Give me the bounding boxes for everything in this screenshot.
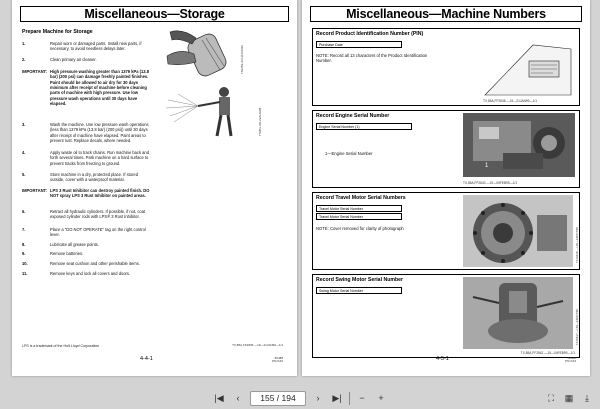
swing-motor-field[interactable]: Swing Motor Serial Number (316, 287, 402, 294)
figure-code: TX,85A,FF2842 —19—04FEB99—1/1 (520, 351, 575, 355)
previous-page-button[interactable] (231, 391, 245, 405)
pin-record-box (312, 28, 580, 106)
figure-code: T116437 —UN—24OCT98 (575, 309, 579, 345)
box-title: Record Engine Serial Number (316, 113, 390, 119)
page-title-left (20, 6, 289, 22)
pressure-washing-illustration (164, 82, 252, 140)
step-3: 3. Wash the machine. Use low pressure wash operations (less than 1379 kPa (13.8 bar) (200 psi)) until 30 days after receipt of machine have elapsed. Paint areas to prevent rust. Replace decals, where needed. (22, 122, 149, 143)
footer-code: TX,85A,FF2836 —19—21JAN99—1/1 (232, 343, 283, 348)
zoom-out-icon: − (359, 393, 365, 403)
page-left (12, 0, 297, 376)
step-9: 9. Remove batteries. (22, 251, 84, 256)
travel-motor-note: NOTE: Cover removed for clarity of photograph (316, 226, 404, 231)
download-button[interactable] (580, 391, 594, 405)
box-title: Record Travel Motor Serial Numbers (316, 195, 406, 201)
download-icon: ⤓ (585, 392, 589, 403)
engine-serial-box (312, 110, 580, 188)
zoom-out-button[interactable] (355, 391, 369, 405)
chevron-left-icon: ‹ (236, 393, 240, 403)
grid-view-button[interactable] (562, 391, 576, 405)
step-1: 1. Repair worn or damaged parts. Install new parts, if necessary, to avoid needless delays later. (22, 41, 142, 52)
footer-pn-right: 80488 PN=163 (565, 355, 576, 364)
air-cleaner-illustration (162, 26, 236, 78)
engine-photo (463, 113, 575, 177)
pin-plate-illustration (483, 35, 573, 99)
next-page-button[interactable] (311, 391, 325, 405)
page-number-right: 4-5-1 (436, 356, 449, 362)
grid-icon: ▦ (564, 392, 574, 403)
fullscreen-button[interactable] (544, 391, 558, 405)
travel-motor-photo (463, 195, 573, 267)
travel-motor-field-2[interactable]: Travel Motor Serial Number (316, 213, 402, 220)
page-right (302, 0, 590, 376)
step-4: 4. Apply waste oil to track chains. Run machine back and forth several times. Park machine on a hard surface to prevent tracks from freezing to ground. (22, 150, 149, 166)
box-title: Record Product Identification Number (PIN) (316, 31, 424, 37)
figure-code: T116438 —UN—24OCT98 (575, 227, 579, 263)
last-page-icon: ▶| (332, 392, 342, 403)
important-note-1: IMPORTANT: High pressure washing greater than 1379 kPa (13.8 bar) (200 psi) can damage freshly painted finishes. Paint should be allowed to air dry for 30 days minimum after receipt of machine before cleaning parts of machine with high pressure. Use low pressure wash operations until 30 days have elapsed. (22, 69, 149, 106)
viewer-toolbar (0, 387, 600, 409)
travel-motor-box (312, 192, 580, 270)
footer-pn-left: 80488 PN=162 (272, 355, 283, 364)
first-page-button[interactable] (212, 391, 226, 405)
figure-code: TS953-UN-22AUG88 (258, 107, 262, 136)
step-7: 7. Place a "DO NOT OPERATE" tag on the right control lever. (22, 227, 146, 238)
trademark-footnote: LPS is a trademark of the Holt Lloyd Corporation (22, 344, 100, 348)
figure-code: TX,85A,FF2838 —19—21JAN99—1/1 (483, 99, 538, 103)
chevron-right-icon: › (316, 393, 320, 403)
step-6: 6. Retract all hydraulic cylinders. If possible, if not, coat exposed cylinder rods with LPS® 3 Rust Inhibitor. (22, 209, 146, 220)
page-title-right (310, 6, 582, 22)
box-title: Record Swing Motor Serial Number (316, 277, 404, 283)
first-page-icon: |◀ (214, 392, 224, 403)
important-note-2: IMPORTANT: LPS 3 Rust Inhibitor can destroy painted finish. DO NOT spray LPS 3 Rust Inhibitor on painted areas. (22, 188, 150, 199)
engine-serial-callout: 1—Engine Serial Number (325, 151, 373, 156)
swing-motor-photo (463, 277, 573, 349)
page-number-left: 4-4-1 (140, 356, 153, 362)
section-heading: Prepare Machine for Storage (22, 29, 93, 35)
figure-code: TX,85A,FF2840 —19—05FEB99—1/1 (463, 181, 518, 185)
last-page-button[interactable] (330, 391, 344, 405)
zoom-in-button[interactable] (374, 391, 388, 405)
page-title-text: Miscellaneous—Storage (84, 7, 225, 21)
step-5: 5. Store machine in a dry, protected place. If stored outside, cover with a waterproof material. (22, 172, 138, 183)
step-2: 2. Clean primary air cleaner. (22, 57, 97, 62)
figure-code: T82453-UN-11JUN96 (240, 45, 244, 74)
page-number-input[interactable]: 155 / 194 (250, 391, 306, 406)
travel-motor-field-1[interactable]: Travel Motor Serial Number (316, 205, 402, 212)
toolbar-divider (349, 392, 350, 405)
fullscreen-icon: ⛶ (547, 392, 555, 403)
toolbar-right-group (544, 391, 594, 405)
swing-motor-box (312, 274, 580, 358)
zoom-in-icon: + (378, 393, 384, 403)
engine-serial-field[interactable]: Engine Serial Number (1) (316, 123, 412, 130)
step-8: 8. Lubricate all grease points. (22, 242, 99, 247)
pin-note: NOTE: Record all 13 characters of the Product Identification Number. (316, 53, 428, 64)
step-10: 10. Remove seat cushion and other perishable items. (22, 261, 140, 266)
purchase-date-field[interactable]: Purchase Date (316, 41, 402, 48)
svg-text:1: 1 (485, 163, 489, 169)
page-title-text: Miscellaneous—Machine Numbers (346, 7, 546, 21)
step-11: 11. Remove keys and lock all covers and doors. (22, 271, 131, 276)
